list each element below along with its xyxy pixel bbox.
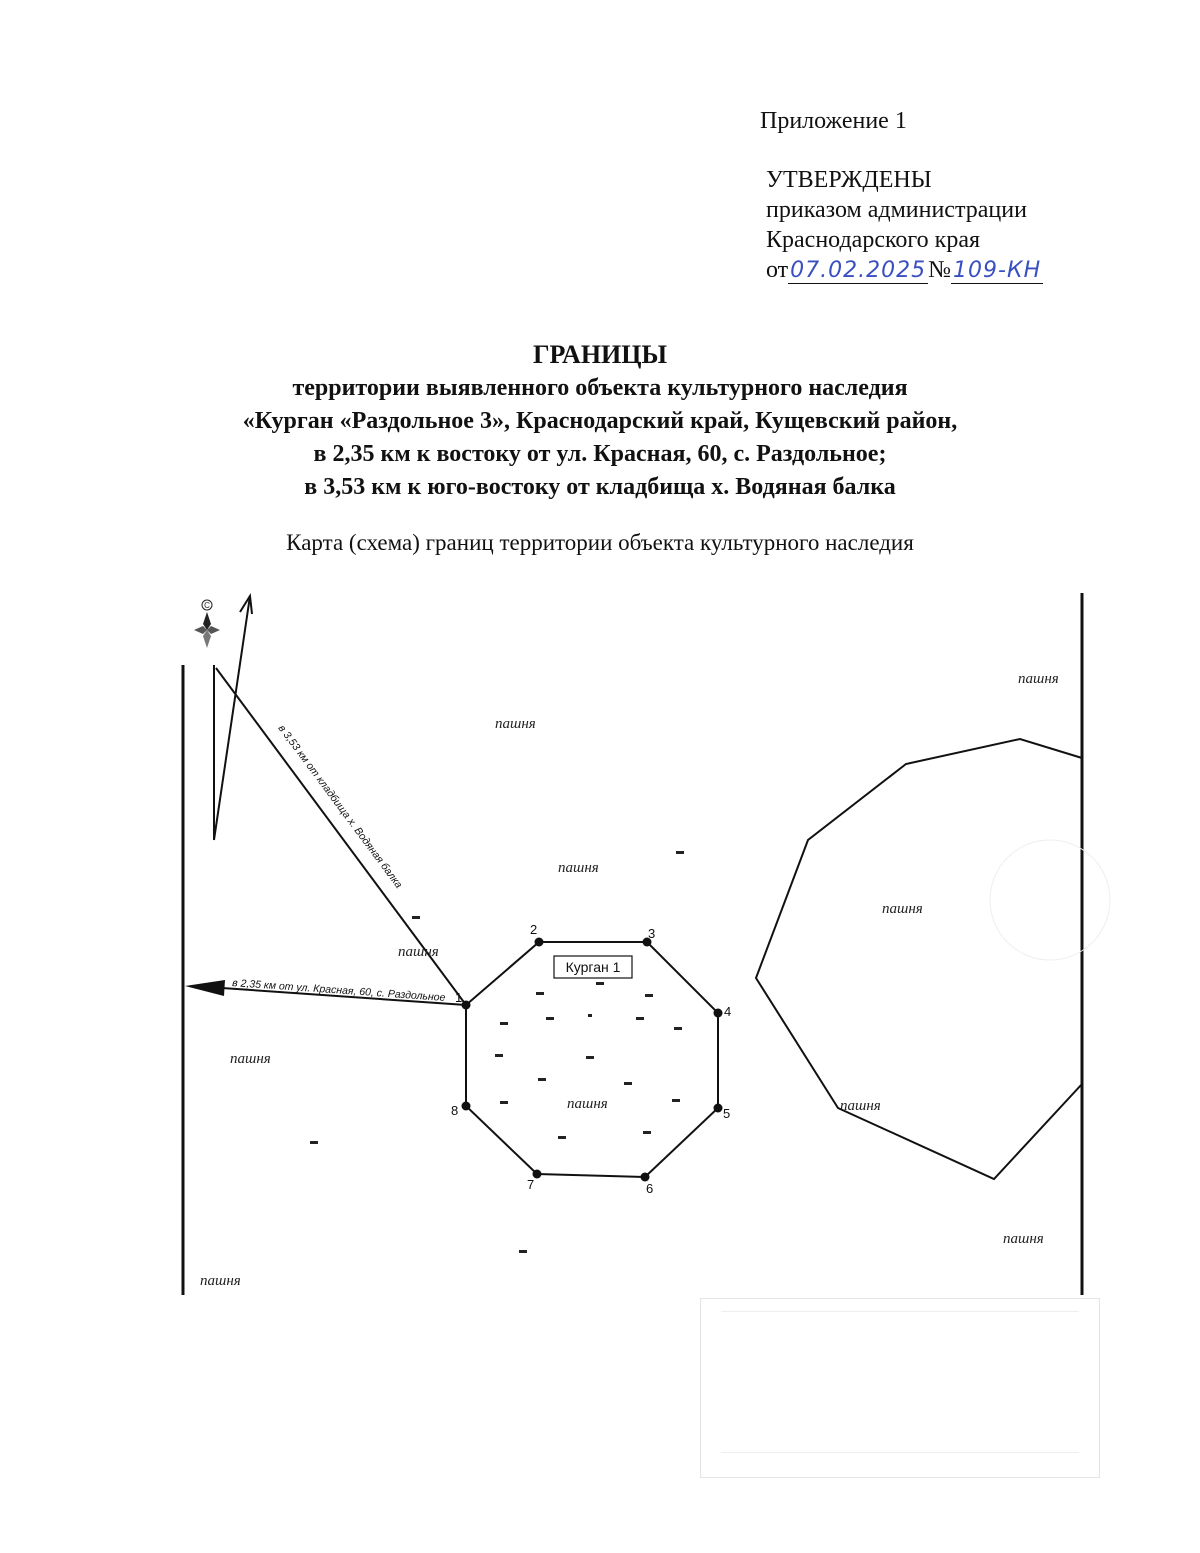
approval-date: 07.02.2025 [790, 258, 927, 283]
object-label: Курган 1 [565, 959, 621, 975]
field-label: пашня [882, 901, 923, 917]
point-4-label: 4 [724, 1004, 732, 1019]
field-label: пашня [398, 944, 439, 960]
title-line-4: в 3,53 км к юго-востоку от кладбища х. Водяная балка [304, 474, 896, 500]
road-label-krasnaya: в 2,35 км от ул. Красная, 60, с. Раздольное [231, 977, 446, 1004]
field-label: пашня [495, 716, 536, 732]
point-2-label: 2 [530, 922, 538, 937]
elevation-marks [310, 851, 684, 1253]
appendix-label: Приложение 1 [760, 108, 907, 134]
point-1-label: 1 [455, 990, 463, 1005]
title-line-3: в 2,35 км к востоку от ул. Красная, 60, с. Раздольное; [313, 441, 887, 467]
field-label: пашня [200, 1273, 241, 1289]
point-6-label: 6 [646, 1181, 654, 1196]
point-8-label: 8 [451, 1103, 459, 1118]
faded-circle [990, 840, 1110, 960]
number-prefix: № [928, 257, 952, 283]
map-caption: Карта (схема) границ территории объекта культурного наследия [286, 530, 914, 555]
approval-number: 109-КН [953, 258, 1042, 283]
faded-stamp [700, 1298, 1100, 1478]
north-arrow [214, 596, 250, 840]
document-title: ГРАНИЦЫ [532, 340, 668, 369]
north-label: С [204, 601, 210, 610]
approved-heading: УТВЕРЖДЕНЫ [766, 167, 932, 193]
point-3-label: 3 [648, 926, 656, 941]
approved-line-1: приказом администрации [766, 197, 1027, 223]
road-label-watershed: в 3,53 км от кладбища х. Водяная балка [275, 722, 405, 891]
neighbor-boundary [756, 739, 1082, 1179]
date-prefix: от [766, 257, 789, 283]
point-5-label: 5 [723, 1106, 731, 1121]
point-7-label: 7 [527, 1177, 535, 1192]
title-line-2: «Курган «Раздольное 3», Краснодарский край, Кущевский район, [242, 408, 958, 434]
field-label: пашня [1003, 1231, 1044, 1247]
title-line-1: территории выявленного объекта культурного наследия [292, 375, 908, 401]
field-label: пашня [230, 1051, 271, 1067]
field-label: пашня [1018, 671, 1059, 687]
arrow-left-icon [185, 980, 225, 996]
field-label: пашня [558, 860, 599, 876]
field-label: пашня [567, 1096, 608, 1112]
approved-line-2: Краснодарского края [766, 227, 981, 253]
field-label: пашня [840, 1098, 881, 1114]
compass-icon [194, 600, 220, 648]
